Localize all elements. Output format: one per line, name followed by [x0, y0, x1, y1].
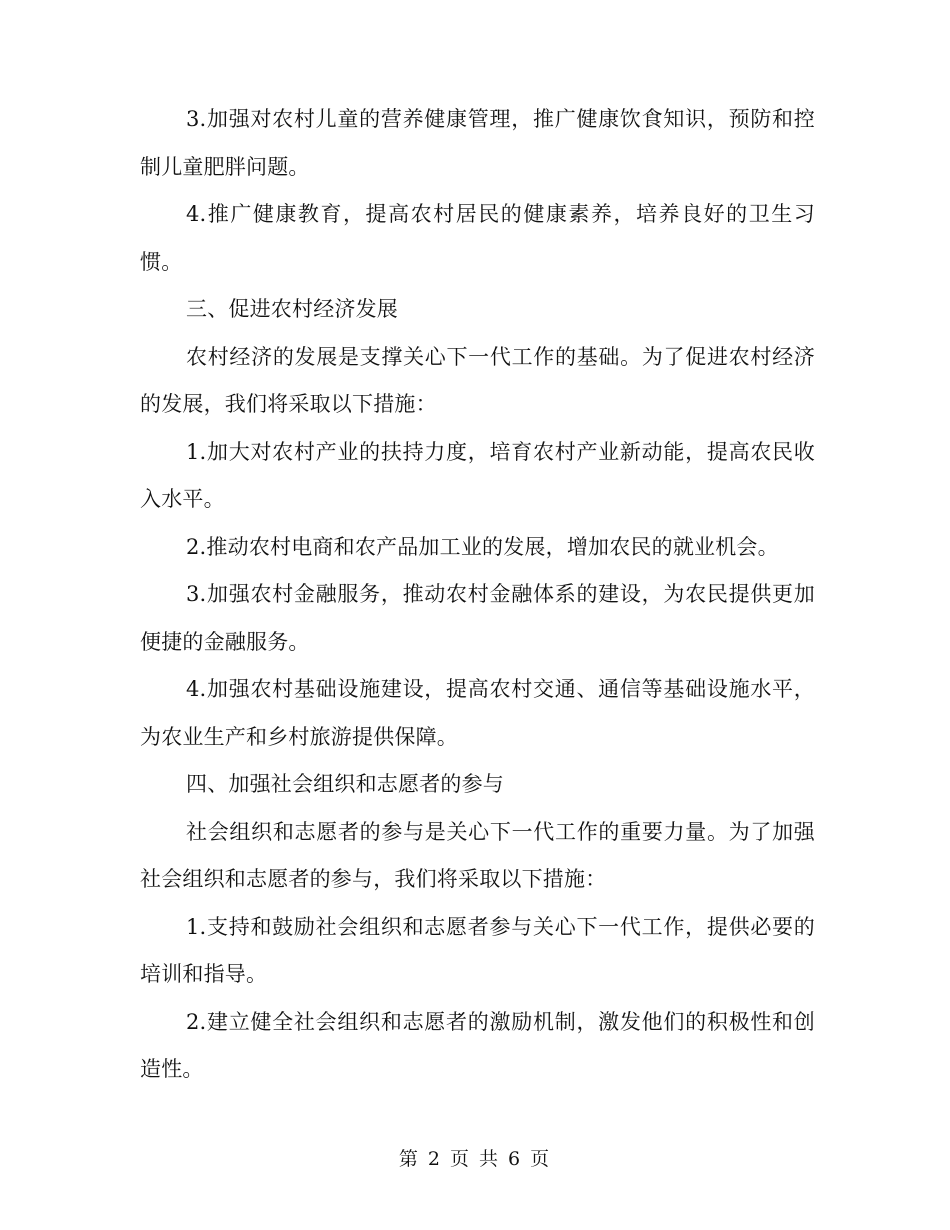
paragraph-health-education: 4.推广健康教育，提高农村居民的健康素养，培养良好的卫生习惯。 [140, 202, 815, 274]
paragraph-incentive-mechanism: 2.建立健全社会组织和志愿者的激励机制，激发他们的积极性和创造性。 [140, 1009, 815, 1081]
section-heading-social-orgs: 四、加强社会组织和志愿者的参与 [186, 772, 504, 796]
section-heading-rural-economy: 三、促进农村经济发展 [186, 297, 398, 321]
paragraph-volunteer-support: 1.支持和鼓励社会组织和志愿者参与关心下一代工作，提供必要的培训和指导。 [140, 914, 815, 986]
document-body [140, 96, 815, 1094]
paragraph-ecommerce: 2.推动农村电商和农产品加工业的发展，增加农民的就业机会。 [186, 534, 779, 559]
paragraph-industry-support: 1.加大对农村产业的扶持力度，培育农村产业新动能，提高农民收入水平。 [140, 439, 815, 511]
paragraph-social-orgs-intro: 社会组织和志愿者的参与是关心下一代工作的重要力量。为了加强社会组织和志愿者的参与，我们将采取以下措施： [140, 819, 815, 891]
page-number-footer: 第 2 页 共 6 页 [398, 1148, 552, 1170]
paragraph-rural-economy-intro: 农村经济的发展是支撑关心下一代工作的基础。为了促进农村经济的发展，我们将采取以下措施： [140, 344, 815, 416]
paragraph-child-nutrition: 3.加强对农村儿童的营养健康管理，推广健康饮食知识，预防和控制儿童肥胖问题。 [140, 107, 815, 179]
paragraph-finance-services: 3.加强农村金融服务，推动农村金融体系的建设，为农民提供更加便捷的金融服务。 [140, 582, 815, 654]
paragraph-infrastructure: 4.加强农村基础设施建设，提高农村交通、通信等基础设施水平，为农业生产和乡村旅游提供保障。 [140, 677, 815, 749]
